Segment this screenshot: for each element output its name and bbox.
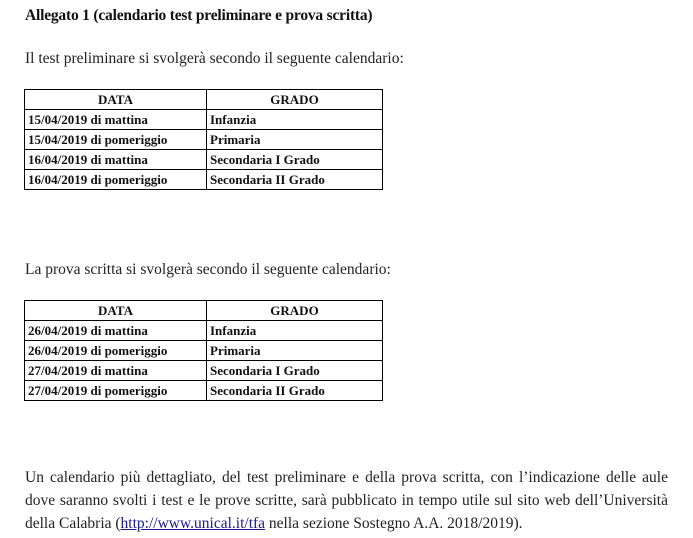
footer-text-before: Un calendario più dettagliato, del test preliminare e della prova scritta, con l’indicazione delle aule dove saranno svolti i test e le prove scritte, sarà pubblicato in tempo utile sul sito web dell’Università della Calabria ( (25, 469, 668, 532)
table-row (25, 150, 383, 170)
table-row (25, 321, 383, 341)
unical-tfa-link[interactable]: http://www.unical.it/tfa (120, 515, 266, 532)
footer-paragraph (25, 466, 668, 535)
header-data: DATA (25, 301, 207, 321)
cell-data: 26/04/2019 di mattina (25, 321, 207, 341)
cell-grado: Secondaria I Grado (207, 361, 383, 381)
footer-text-after: nella sezione Sostegno A.A. 2018/2019). (265, 515, 523, 532)
table-row (25, 170, 383, 190)
table-header-row (25, 90, 383, 110)
prova-scritta-table (24, 300, 383, 401)
cell-data: 26/04/2019 di pomeriggio (25, 341, 207, 361)
table-row (25, 110, 383, 130)
table-row (25, 341, 383, 361)
cell-data: 27/04/2019 di pomeriggio (25, 381, 207, 401)
cell-data: 16/04/2019 di pomeriggio (25, 170, 207, 190)
table-row (25, 361, 383, 381)
header-grado: GRADO (207, 90, 383, 110)
cell-grado: Secondaria II Grado (207, 170, 383, 190)
cell-grado: Primaria (207, 341, 383, 361)
table-row (25, 130, 383, 150)
test-preliminare-table (24, 89, 383, 190)
cell-grado: Secondaria I Grado (207, 150, 383, 170)
prova-scritta-intro: La prova scritta si svolgerà secondo il seguente calendario: (25, 261, 391, 278)
cell-data: 16/04/2019 di mattina (25, 150, 207, 170)
cell-data: 27/04/2019 di mattina (25, 361, 207, 381)
cell-data: 15/04/2019 di pomeriggio (25, 130, 207, 150)
cell-grado: Secondaria II Grado (207, 381, 383, 401)
table-row (25, 381, 383, 401)
header-grado: GRADO (207, 301, 383, 321)
test-preliminare-intro: Il test preliminare si svolgerà secondo il seguente calendario: (25, 50, 404, 67)
header-data: DATA (25, 90, 207, 110)
table-header-row (25, 301, 383, 321)
cell-data: 15/04/2019 di mattina (25, 110, 207, 130)
cell-grado: Infanzia (207, 321, 383, 341)
document-title: Allegato 1 (calendario test preliminare e prova scritta) (25, 7, 373, 24)
cell-grado: Primaria (207, 130, 383, 150)
cell-grado: Infanzia (207, 110, 383, 130)
